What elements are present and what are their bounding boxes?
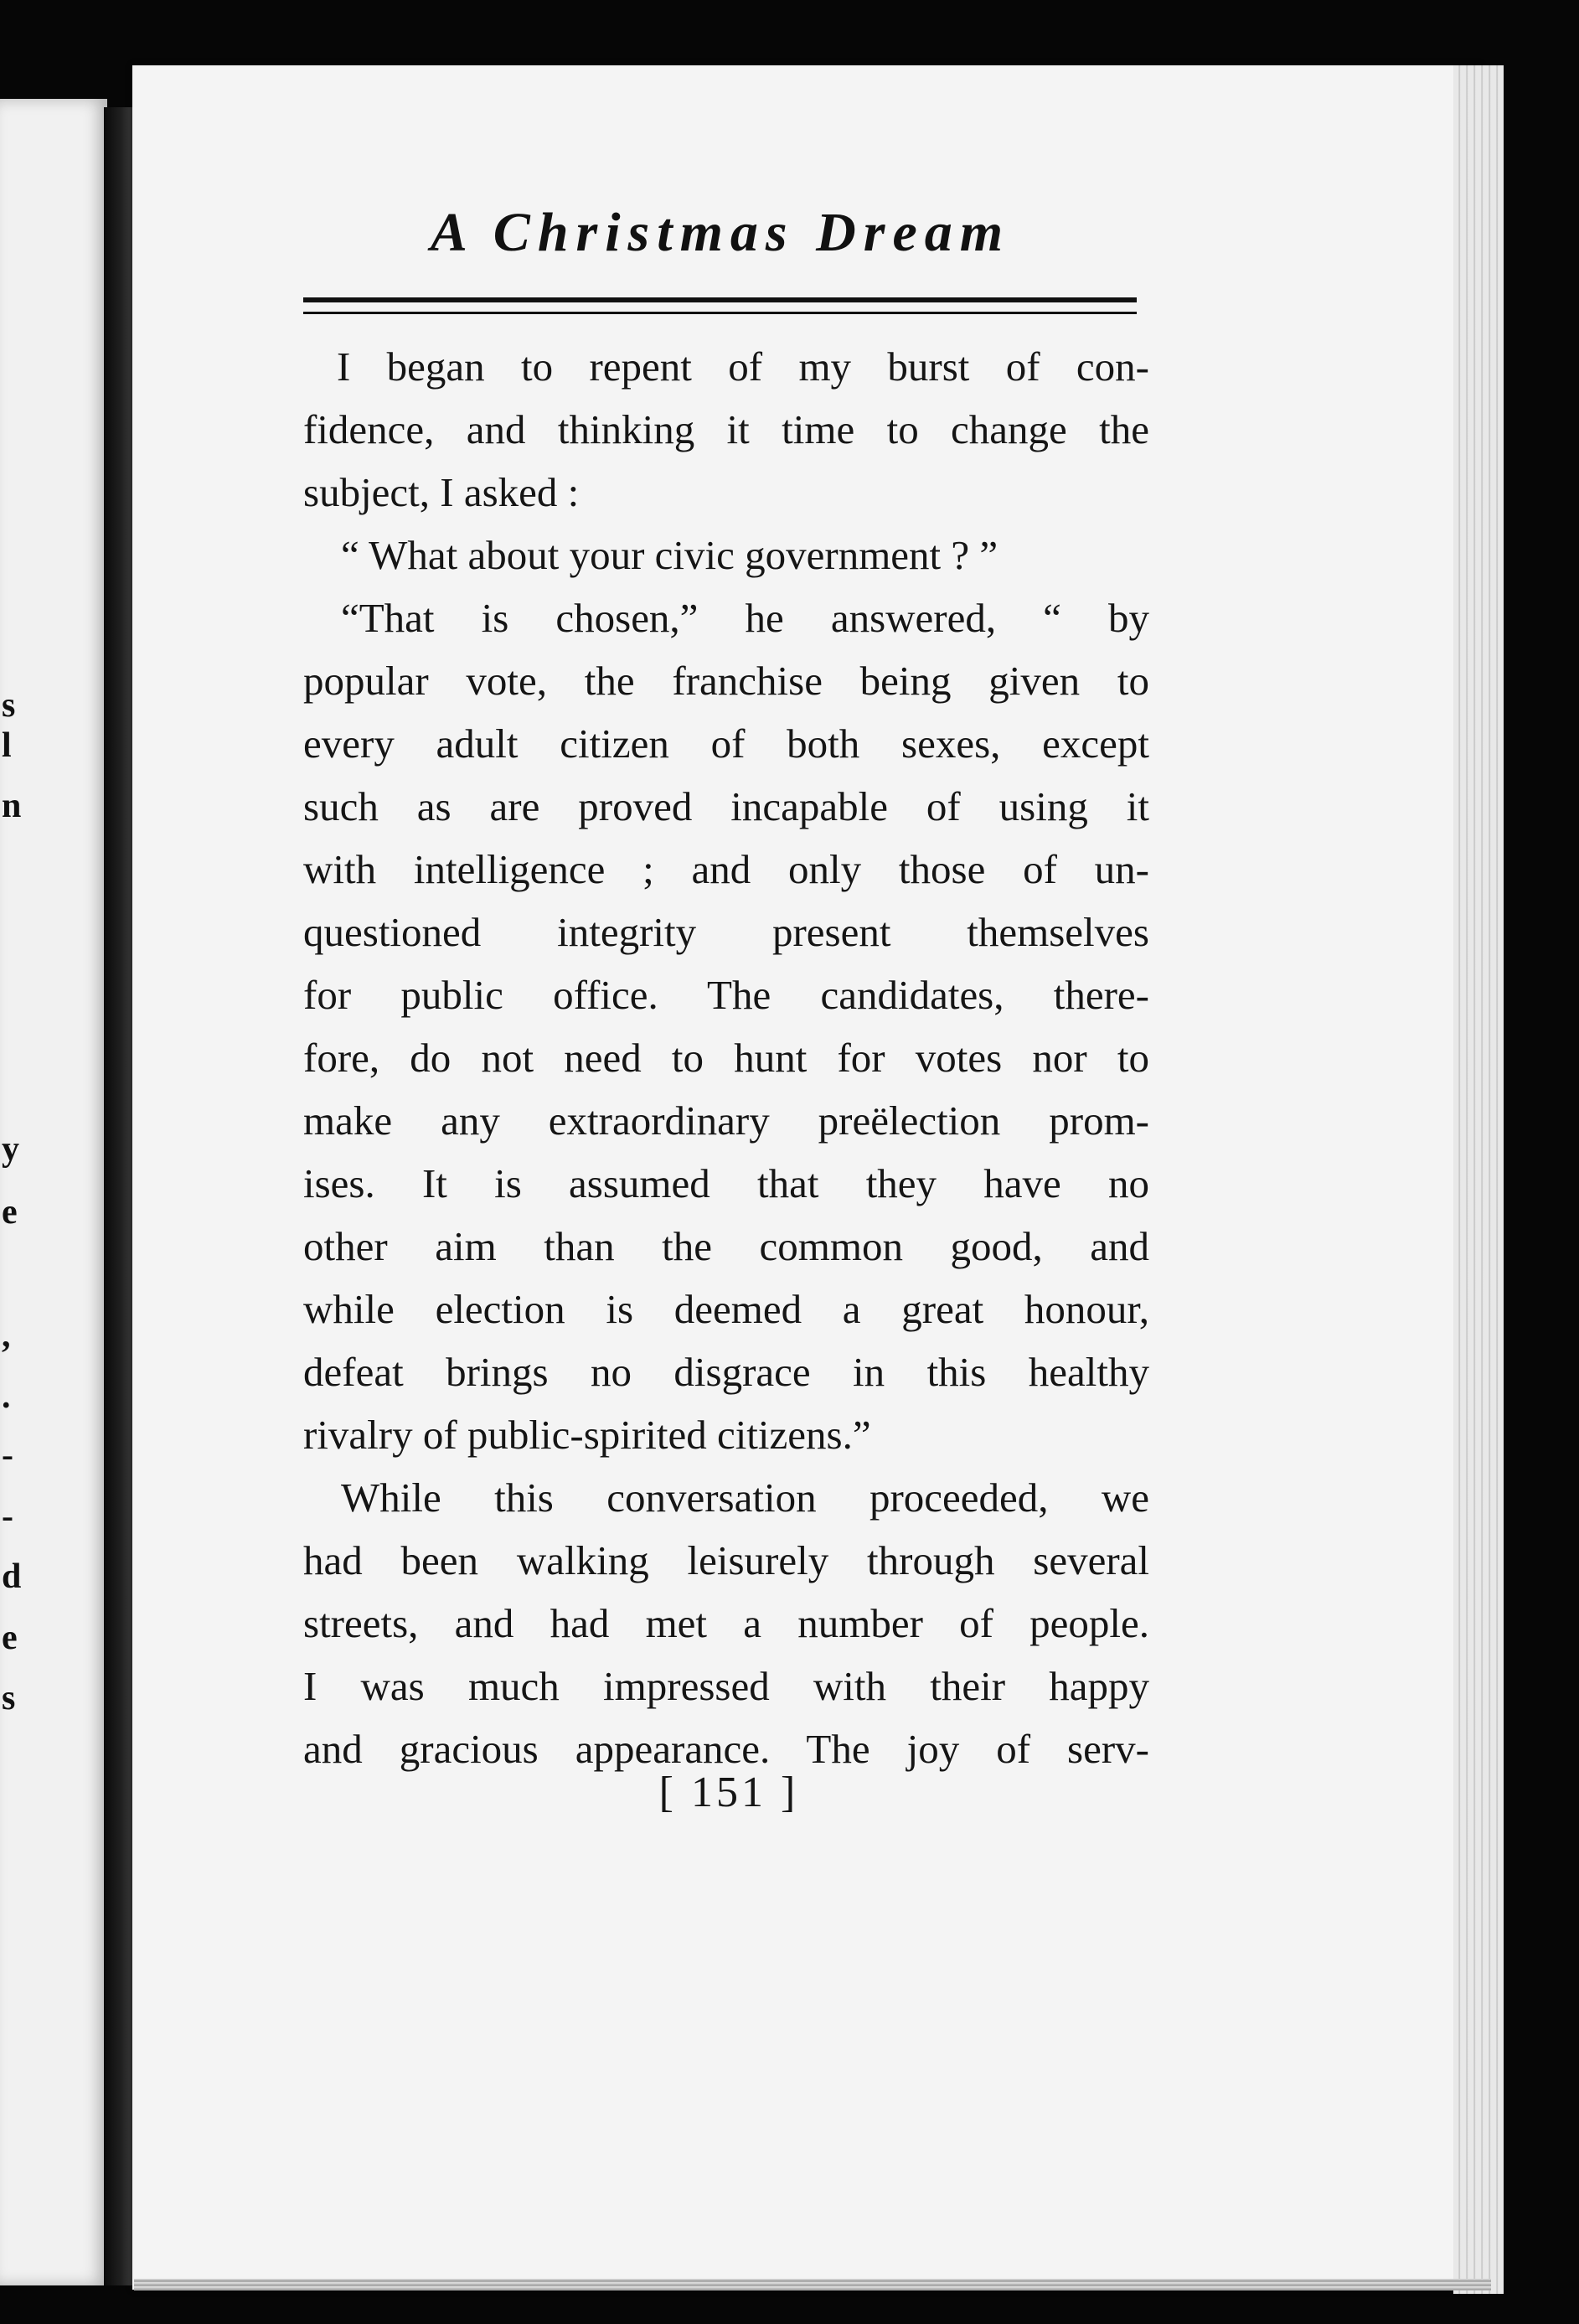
header-rule-thin <box>303 312 1137 314</box>
facing-page-fragment: - <box>2 1436 13 1474</box>
page-edge <box>1453 65 1504 2294</box>
text-line: “ What about your civic government ? ” <box>341 532 998 578</box>
facing-page-fragment: s <box>2 1679 16 1717</box>
running-head: A Christmas Dream <box>430 202 1011 263</box>
text-line: While this conversation proceeded, we <box>341 1474 1149 1521</box>
text-line: I was much impressed with their happy <box>303 1663 1149 1709</box>
facing-page-fragment: n <box>2 787 22 825</box>
facing-page-fragment: l <box>2 726 12 765</box>
text-line: and gracious appearance. The joy of serv- <box>303 1726 1149 1772</box>
text-line: defeat brings no disgrace in this healthy <box>303 1349 1149 1395</box>
text-line: had been walking leisurely through several <box>303 1537 1149 1583</box>
text-line: rivalry of public-spirited citizens.” <box>303 1412 871 1458</box>
text-line: subject, I asked : <box>303 469 580 515</box>
page-number: [ 151 ] <box>658 1769 799 1816</box>
facing-page-fragment: d <box>2 1557 22 1596</box>
facing-page-fragment: s <box>2 686 16 725</box>
paragraph <box>303 335 1149 524</box>
text-line: make any extraordinary preëlection prom- <box>303 1097 1149 1144</box>
body-text <box>303 335 1149 1780</box>
paragraph <box>303 1466 1149 1780</box>
paragraph <box>303 524 1149 586</box>
text-line: while election is deemed a great honour, <box>303 1286 1149 1332</box>
facing-page-fragment: , <box>2 1316 11 1355</box>
text-line: with intelligence ; and only those of un- <box>303 846 1149 892</box>
facing-page-fragment: - <box>2 1497 13 1536</box>
text-line: “That is chosen,” he answered, “ by <box>341 595 1149 641</box>
paragraph <box>303 586 1149 1466</box>
header-rule <box>303 297 1137 302</box>
facing-page-fragment: e <box>2 1193 18 1232</box>
facing-page-fragment: e <box>2 1619 18 1657</box>
facing-page <box>0 99 107 2285</box>
page-bottom-edge <box>134 2279 1491 2290</box>
facing-page-fragment: y <box>2 1130 19 1169</box>
text-line: ises. It is assumed that they have no <box>303 1160 1149 1206</box>
text-line: for public office. The candidates, there- <box>303 972 1149 1018</box>
text-line: such as are proved incapable of using it <box>303 783 1149 829</box>
facing-page-fragment: . <box>2 1377 11 1416</box>
text-line: fore, do not need to hunt for votes nor to <box>303 1035 1149 1081</box>
text-line: I began to repent of my burst of con- <box>337 343 1149 390</box>
text-line: fidence, and thinking it time to change the <box>303 406 1149 452</box>
text-line: streets, and had met a number of people. <box>303 1600 1149 1646</box>
text-line: other aim than the common good, and <box>303 1223 1149 1269</box>
text-line: popular vote, the franchise being given to <box>303 658 1149 704</box>
text-line: every adult citizen of both sexes, except <box>303 720 1149 767</box>
text-line: questioned integrity present themselves <box>303 909 1149 955</box>
book-gutter <box>104 107 132 2285</box>
